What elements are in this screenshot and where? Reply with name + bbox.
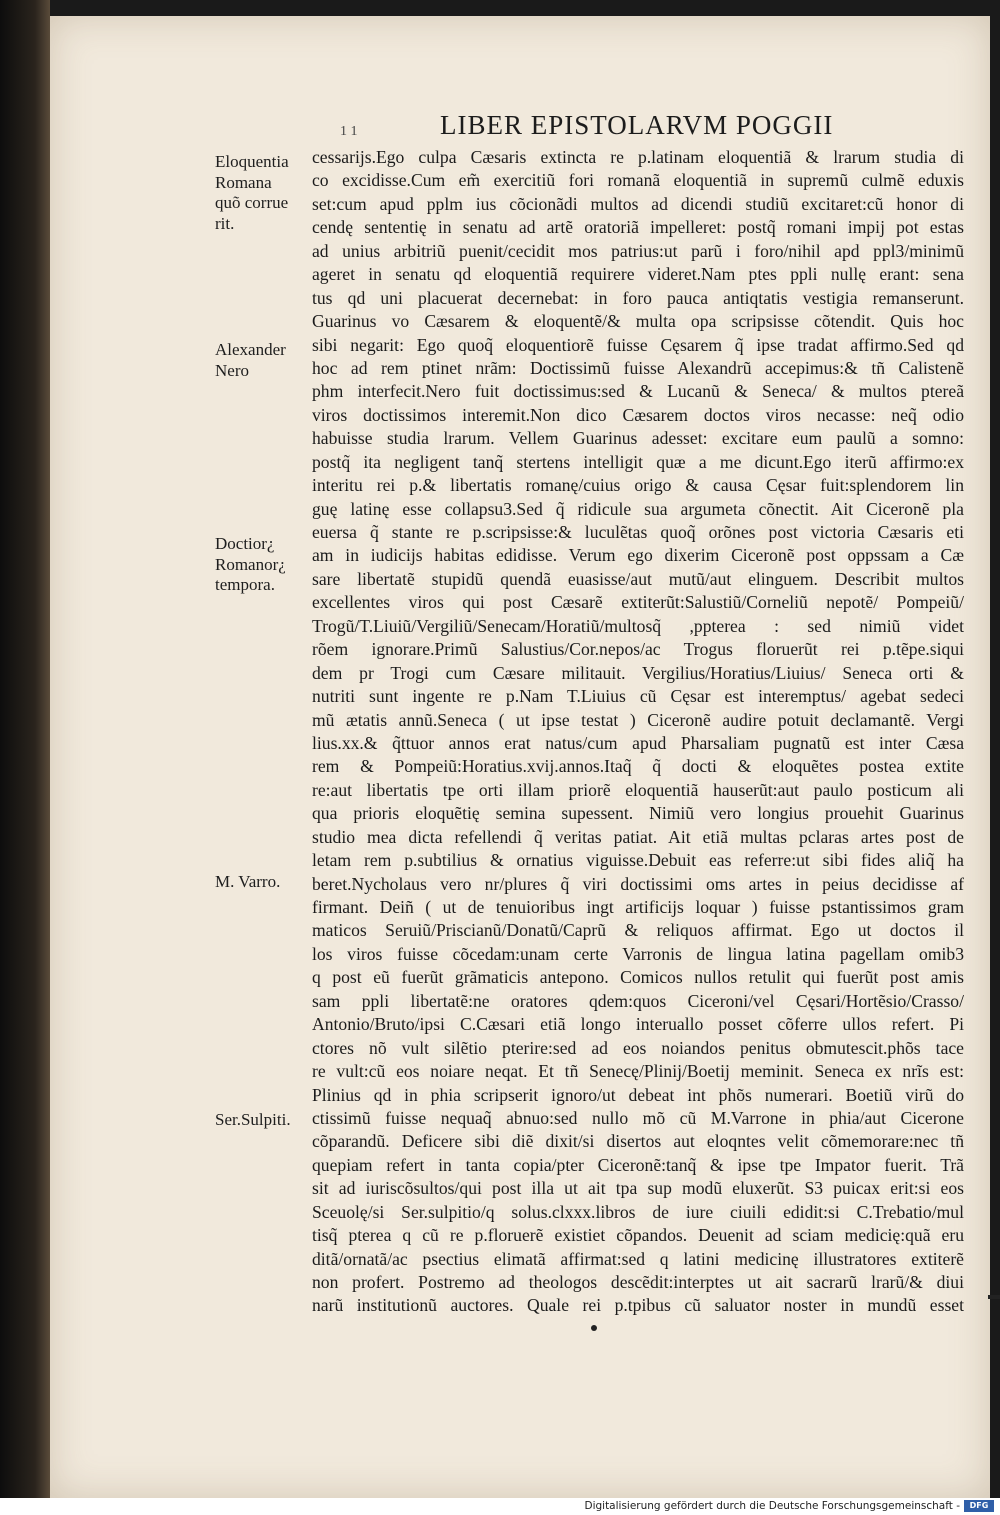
- body-line: Sceuolę/si Ser.sulpitio/q solus.clxxx.libros de iure ciuili edidit:si C.Trebatio/mul: [312, 1201, 964, 1222]
- body-line: ctissimũ fuisse nequaq̃ abnuo:sed nullo mõ cũ M.Varrone in phia/aut Cicerone: [312, 1107, 964, 1128]
- body-line: rõem ignorare.Primũ Salustius/Cor.nepos/ac Trogus floruerũt rei p.tẽpe.siqui: [312, 639, 964, 660]
- scan-edge-mark: [988, 1295, 1000, 1299]
- body-line: Guarinus vo Cæsarem & eloquentẽ/& multa opa scripsisse cõtendit. Quis hoc: [312, 311, 964, 332]
- body-line: set:cum apud pplm ius cõcionãdi multos ad dicendi studiũ excitaret:cũ honor di: [312, 193, 964, 214]
- body-line: postq̃ ita negligent tanq̃ stertens intelligit quæ a me dicunt.Ego iterũ affirmo:ex: [312, 451, 964, 472]
- body-line: sit ad iuriscõsultos/qui post illa ut ait tpa sup modũ eluxerũt. S3 puicax erit:si eos: [312, 1178, 964, 1199]
- body-text: [312, 146, 964, 1318]
- body-line: guę latinę esse collapsu3.Sed q̃ ridicule sua argumeta cõnectit. Ait Ciceronẽ pla: [312, 498, 964, 519]
- body-line: co excidisse.Cum em̃ exercitiũ fori romanã eloquentiã in supremũ culmẽ eduxis: [312, 170, 964, 191]
- margin-note-varro: [215, 872, 315, 893]
- margin-note-sulpitius: [215, 1110, 315, 1131]
- body-line: ageret in senatu qd eloquentiã requirere videret.Nam ptes ppli nullę erant: sena: [312, 264, 964, 285]
- margin-note-line: tempora.: [215, 575, 275, 594]
- body-line: cendę sententię in senatu ad artẽ oratoriã impelleret: postq̃ romani impij pot estas: [312, 217, 964, 238]
- body-line: tisq̃ pterea q cũ re p.floruerẽ existiet cõpandos. Deuenit ad sciam medicię:quã eru: [312, 1225, 964, 1246]
- body-line: narũ institutionũ auctores. Quale rei p.tpibus cũ saluator noster in mundũ esset: [312, 1295, 964, 1316]
- body-line: viros doctissimos interemit.Non dico Cæsarem doctos viros necasse: neq̃ odio: [312, 404, 964, 425]
- body-line: q post eũ fuerũt grãmaticis antepono. Comicos nullos retulit qui fuerũt post amis: [312, 967, 964, 988]
- body-line: interitu rei p.& libertatis romanę/cuius origo & causa Cęsar fuit:splendorem lin: [312, 475, 964, 496]
- digitization-credit: Digitalisierung gefördert durch die Deutsche Forschungsgemeinschaft -: [584, 1500, 960, 1512]
- body-line: hoc ad rem ptinet nrãm: Doctissimũ fuisse Alexandrũ accepimus:& tñ Calistenẽ: [312, 357, 964, 378]
- body-line: studio mea dicta refellendi q̃ veritas patiat. Ait etiã multas pclaras artes post de: [312, 826, 964, 847]
- body-line: tus qd uni placuerat decernebat: in foro pauca antiqtatis vestigia remanserunt.: [312, 287, 964, 308]
- margin-note-line: Eloquentia: [215, 152, 289, 171]
- body-line: ad unius arbitriũ puenit/cecidit mos patrius:ut parũ i foro/nihil apd ppl3/minimũ: [312, 240, 964, 261]
- body-line: cõparandũ. Deficere sibi diẽ dixit/si disertos aut eloqntes velit cõmemorare:nec tñ: [312, 1131, 964, 1152]
- margin-note-line: Ser.Sulpiti.: [215, 1110, 291, 1129]
- body-line: excellentes viros qui post Cæsarẽ extiterũt:Salustiũ/Corneliũ nepotẽ/ Pompeiũ/: [312, 592, 964, 613]
- body-line: lius.xx.& q̃ttuor annos erat natus/cum apud Pharsaliam pugnatũ est inter Cæsa: [312, 732, 964, 753]
- margin-note-line: Nero: [215, 360, 249, 380]
- margin-note-line: quõ corrue: [215, 193, 289, 212]
- body-line: re:aut libertatis tpe orti illam priorẽ eloquentiã hauserũt:aut paulo posticum ali: [312, 779, 964, 800]
- body-line: phm interfecit.Nero fuit doctissimus:sed & Lucanũ & Seneca/ & multos ptereã: [312, 381, 964, 402]
- body-line: firmant. Deiñ ( ut de tenuioribus ingt artificijs loquar ) fuisse pstantissimos gram: [312, 897, 964, 917]
- margin-note-doctiorum: [215, 534, 315, 596]
- body-line: cessarijs.Ego culpa Cæsaris extincta re p.latinam eloquentiã & lrarum studia di: [312, 147, 964, 167]
- body-line: beret.Nycholaus vero nr/plures q̃ viri doctissimi oms artes in peius decidisse af: [312, 873, 964, 894]
- body-line: habuisse studia lrarum. Vellem Guarinus adesset: excitare eum paulũ a somno:: [312, 428, 964, 449]
- dfg-logo-icon: DFG: [964, 1500, 994, 1512]
- margin-note-line: Romanor¿: [215, 554, 286, 574]
- margin-note-line: rit.: [215, 213, 235, 233]
- body-line: sam ppli libertatẽ:ne oratores qdem:quos Ciceroni/vel Cęsari/Hortẽsio/Crasso/: [312, 990, 964, 1011]
- scan-left-edge: [0, 0, 50, 1515]
- body-line: am in iudicijs habitas edidisse. Verum ego dixerim Ciceronẽ post oppssam a Cæ: [312, 545, 964, 566]
- margin-note-eloquentia: [215, 152, 315, 234]
- body-line: re vult:cũ eos noiare neqat. Et tñ Senecę/Plinij/Boetij meminit. Seneca ex nrĩs est:: [312, 1061, 964, 1082]
- margin-note-line: Romana: [215, 172, 272, 192]
- body-line: dem pr Trogi cum Cæsare militauit. Vergilius/Horatius/Liuius/ Seneca orti &: [312, 662, 964, 683]
- body-line: ctores nõ vult silẽtio pterire:sed ad eos noiandos penitus obmutescit.phõs tace: [312, 1037, 964, 1058]
- folio-number: 1 1: [340, 124, 358, 139]
- body-line: los viros fuisse cõcedam:unam certe Varronis de lingua latina pagellam omib3: [312, 943, 964, 964]
- body-line: ditã/ornatã/ac psectius elimatã affirmat:sed q latini medicinę illustratores extiterẽ: [312, 1248, 964, 1269]
- margin-note-alexander: [215, 340, 315, 381]
- body-line: rem & Pompeiũ:Horatius.xvij.annos.Itaq̃ q̃ docti & eloquẽtes postea extite: [312, 756, 964, 777]
- margin-note-line: Doctior¿: [215, 534, 275, 553]
- margin-note-line: Alexander: [215, 340, 286, 359]
- page-ornament-dot: [591, 1325, 597, 1331]
- body-line: letam rem p.subtilius & ornatius viguisse.Debuit eas referre:ut sibi fides aliq̃ ha: [312, 850, 964, 871]
- body-line: nutriti sunt ingente re p.Nam T.Liuius cũ Cęsar est interemptus/ agebat sedeci: [312, 686, 964, 707]
- body-line: non profert. Postremo ad theologos descẽdit:interptes ut ait sacrarũ lrarũ/& diui: [312, 1272, 964, 1292]
- margin-note-line: M. Varro.: [215, 872, 281, 891]
- body-line: mũ ætatis annũ.Seneca ( ut ipse testat ) Ciceronẽ audire potuit declamantẽ. Vergi: [312, 709, 964, 730]
- body-line: qua prioris eloquẽtię semina supessent. Nimiũ vero longius prouehit Guarinus: [312, 803, 964, 824]
- body-line: Antonio/Bruto/ipsi C.Cæsari etiã longo interuallo posset cõferre ullos refert. Pi: [312, 1014, 964, 1035]
- body-line: maticos Seruiũ/Priscianũ/Donatũ/Caprũ & reliquos affirmat. Ego ut doctos il: [312, 920, 964, 941]
- body-line: Plinius qd in phia scripserit ignoro/ut debeat int phõs numerari. Boetiũ virũ do: [312, 1084, 964, 1105]
- body-line: euersa q̃ stante re p.scripsisse:& luculẽtas quoq̃ orõnes post victoria Cæsaris eti: [312, 522, 964, 542]
- running-head: LIBER EPISTOLARVM POGGII: [440, 110, 834, 140]
- body-line: quepiam refert in tanta copia/pter Ciceronẽ:tanq̃ & ipse tpe Impator fuerit. Trã: [312, 1154, 964, 1175]
- body-line: sare libertatẽ stupidũ quendã euasisse/aut mutũ/aut elinguem. Describit multos: [312, 568, 964, 589]
- body-line: Trogũ/T.Liuiũ/Vergiliũ/Senecam/Horatiũ/multosq̃ ,ppterea : sed nimiũ videt: [312, 615, 964, 636]
- body-line: sibi negarit: Ego quoq̃ eloquentiorẽ fuisse Cęsarem q̃ ipse tradat affirmo.Sed qd: [312, 334, 964, 355]
